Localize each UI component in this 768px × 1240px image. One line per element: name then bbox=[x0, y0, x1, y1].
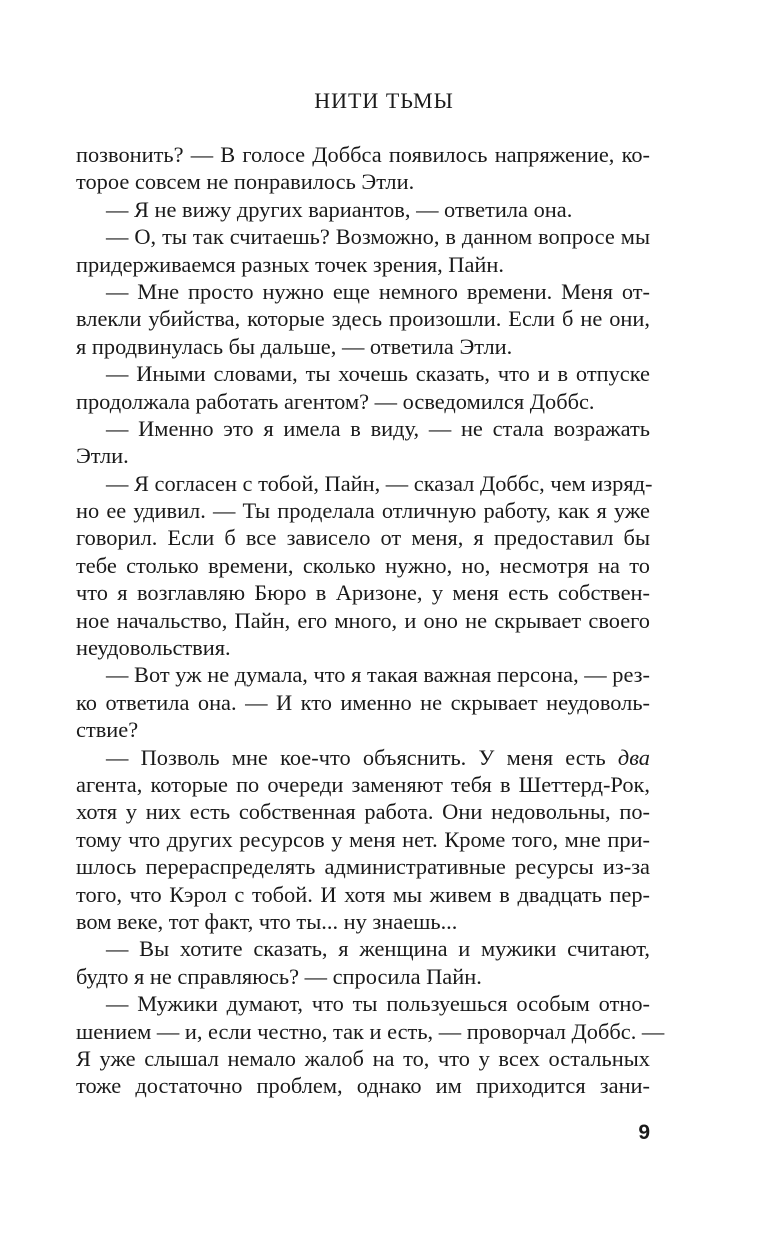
text-line: шлось перераспределять административные ресурсы из-за bbox=[76, 854, 650, 880]
text-line: агента, которые по очереди заменяют тебя в Шеттерд-Рок, bbox=[76, 771, 650, 797]
text-line: тоже достаточно проблем, однако им приходится зани- bbox=[76, 1073, 650, 1099]
text-line: — О, ты так считаешь? Возможно, в данном вопросе мы bbox=[106, 224, 650, 250]
text-line: — Я согласен с тобой, Пайн, — сказал Доббс, чем изряд- bbox=[106, 470, 653, 496]
text-line: влекли убийства, которые здесь произошли. Если б не они, bbox=[76, 306, 650, 332]
text-line: что я возглавляю Бюро в Аризоне, у меня есть собствен- bbox=[76, 580, 650, 606]
text-line: — Иными словами, ты хочешь сказать, что и в отпуске bbox=[106, 361, 650, 387]
body-text bbox=[76, 141, 665, 1100]
text-line: тому что других ресурсов у меня нет. Кроме того, мне при- bbox=[76, 826, 650, 852]
text-line: Я уже слышал немало жалоб на то, что у всех остальных bbox=[76, 1045, 650, 1071]
text-line: ко ответила она. — И кто именно не скрывает неудоволь- bbox=[76, 689, 650, 715]
text-line: того, что Кэрол с тобой. И хотя мы живем в двадцать пер- bbox=[76, 881, 650, 907]
text-line: вом веке, тот факт, что ты... ну знаешь... bbox=[76, 908, 458, 934]
text-line: будто я не справляюсь? — спросила Пайн. bbox=[76, 963, 482, 989]
text-line: шением — и, если честно, так и есть, — проворчал Доббс. — bbox=[76, 1018, 665, 1044]
text-line: хотя у них есть собственная работа. Они недовольны, по- bbox=[76, 799, 650, 825]
text-line: — Позволь мне кое-что объяснить. У меня есть два bbox=[106, 744, 650, 770]
text-line: говорил. Если б все зависело от меня, я предоставил бы bbox=[76, 525, 650, 551]
text-line: — Мужики думают, что ты пользуешься особым отно- bbox=[106, 991, 650, 1017]
text-line: но ее удивил. — Ты проделала отличную работу, как я уже bbox=[76, 498, 650, 524]
text-line: — Вот уж не думала, что я такая важная персона, — рез- bbox=[106, 662, 650, 688]
text-line: тебе столько времени, сколько нужно, но, несмотря на то bbox=[76, 552, 650, 578]
text-line: позвонить? — В голосе Доббса появилось напряжение, ко- bbox=[76, 142, 650, 167]
text-line: — Именно это я имела в виду, — не стала возражать bbox=[106, 415, 650, 441]
running-head-title: НИТИ ТЬМЫ bbox=[314, 88, 454, 113]
text-line: — Я не вижу других вариантов, — ответила она. bbox=[106, 196, 573, 222]
text-line: — Вы хотите сказать, я женщина и мужики считают, bbox=[106, 936, 650, 962]
text-line: ное начальство, Пайн, его много, и оно не скрывает своего bbox=[76, 607, 650, 633]
text-line: придерживаемся разных точек зрения, Пайн. bbox=[76, 251, 504, 277]
text-line: продолжала работать агентом? — осведомился Доббс. bbox=[76, 388, 595, 414]
text-line: торое совсем не понравилось Этли. bbox=[76, 169, 415, 195]
text-line: — Мне просто нужно еще немного времени. Меня от- bbox=[106, 278, 650, 304]
text-line: неудовольствия. bbox=[76, 635, 231, 661]
page-number: 9 bbox=[638, 1121, 650, 1144]
text-line: ствие? bbox=[76, 717, 139, 743]
emphasis: два bbox=[617, 744, 650, 770]
text-line: Этли. bbox=[76, 443, 129, 469]
text-line: я продвинулась бы дальше, — ответила Этли. bbox=[76, 333, 513, 359]
